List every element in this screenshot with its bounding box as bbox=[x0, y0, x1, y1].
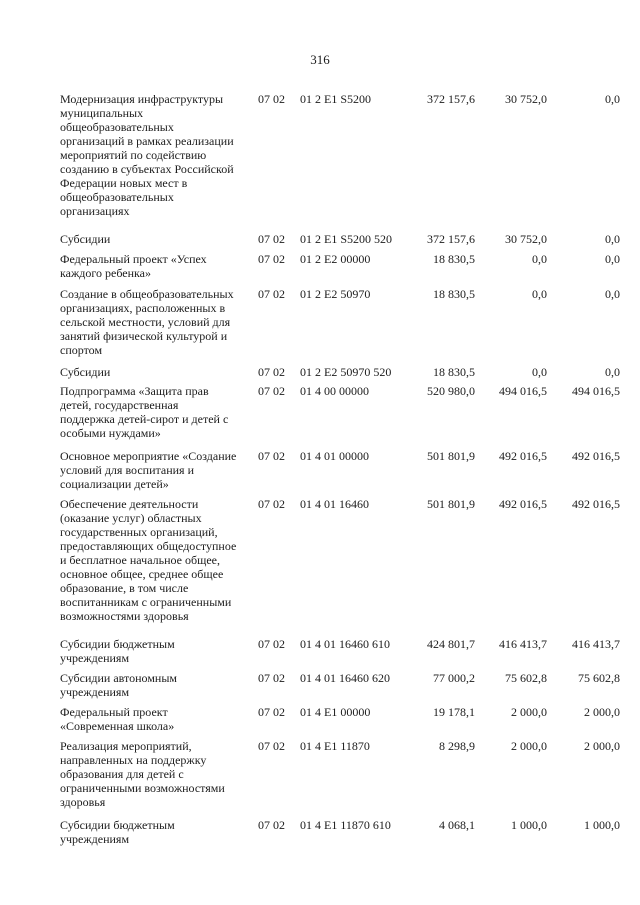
row-value-2: 30 752,0 bbox=[505, 232, 547, 246]
row-section: 07 02 bbox=[258, 637, 285, 651]
row-name: Субсидии бюджетным учреждениям bbox=[60, 637, 175, 665]
row-name: Федеральный проект «Современная школа» bbox=[60, 705, 175, 733]
row-section: 07 02 bbox=[258, 449, 285, 463]
row-section: 07 02 bbox=[258, 497, 285, 511]
row-article: 01 2 E2 50970 520 bbox=[300, 365, 392, 379]
row-value-2: 2 000,0 bbox=[511, 739, 547, 753]
row-value-2: 492 016,5 bbox=[499, 497, 547, 511]
row-value-3: 0,0 bbox=[605, 287, 620, 301]
row-article: 01 2 E1 S5200 bbox=[300, 92, 372, 106]
row-article: 01 4 01 16460 620 bbox=[300, 671, 390, 685]
row-value-1: 18 830,5 bbox=[433, 287, 475, 301]
row-value-2: 492 016,5 bbox=[499, 449, 547, 463]
row-name: Субсидии bbox=[60, 232, 111, 246]
row-article: 01 2 E1 S5200 520 bbox=[300, 232, 393, 246]
row-value-1: 372 157,6 bbox=[427, 232, 475, 246]
row-section: 07 02 bbox=[258, 252, 285, 266]
row-value-1: 8 298,9 bbox=[439, 739, 475, 753]
row-value-1: 501 801,9 bbox=[427, 497, 475, 511]
row-name: Субсидии бюджетным учреждениям bbox=[60, 818, 175, 846]
row-value-1: 18 830,5 bbox=[433, 365, 475, 379]
row-value-3: 494 016,5 bbox=[572, 384, 620, 398]
row-value-1: 520 980,0 bbox=[427, 384, 475, 398]
row-section: 07 02 bbox=[258, 818, 285, 832]
row-section: 07 02 bbox=[258, 705, 285, 719]
row-section: 07 02 bbox=[258, 739, 285, 753]
row-value-1: 19 178,1 bbox=[433, 705, 475, 719]
row-article: 01 4 01 16460 bbox=[300, 497, 369, 511]
row-article: 01 4 01 00000 bbox=[300, 449, 369, 463]
row-article: 01 4 00 00000 bbox=[300, 384, 369, 398]
row-name: Модернизация инфраструктуры муниципальных общеобразовательных организаций в рамках реализации мероприятий по содействию созданию в субъектах Российской Федерации новых мест в общеобразовательных организациях bbox=[60, 92, 234, 218]
row-article: 01 4 E1 00000 bbox=[300, 705, 371, 719]
row-name: Создание в общеобразовательных организациях, расположенных в сельской местности, условий для занятий физической культурой и спортом bbox=[60, 287, 234, 357]
row-value-3: 1 000,0 bbox=[584, 818, 620, 832]
row-value-3: 0,0 bbox=[605, 365, 620, 379]
row-section: 07 02 bbox=[258, 384, 285, 398]
row-value-3: 0,0 bbox=[605, 92, 620, 106]
row-name: Основное мероприятие «Создание условий для воспитания и социализации детей» bbox=[60, 449, 237, 491]
row-value-3: 492 016,5 bbox=[572, 497, 620, 511]
row-name: Подпрограмма «Защита прав детей, государственная поддержка детей-сирот и детей с особыми нуждами» bbox=[60, 384, 229, 440]
row-value-3: 2 000,0 bbox=[584, 705, 620, 719]
row-value-1: 4 068,1 bbox=[439, 818, 475, 832]
row-name: Субсидии bbox=[60, 365, 111, 379]
row-value-3: 416 413,7 bbox=[572, 637, 620, 651]
row-value-3: 75 602,8 bbox=[578, 671, 620, 685]
row-value-2: 0,0 bbox=[532, 287, 547, 301]
row-article: 01 4 E1 11870 bbox=[300, 739, 370, 753]
row-value-3: 492 016,5 bbox=[572, 449, 620, 463]
row-name: Субсидии автономным учреждениям bbox=[60, 671, 177, 699]
row-value-1: 372 157,6 bbox=[427, 92, 475, 106]
row-article: 01 2 E2 00000 bbox=[300, 252, 371, 266]
row-value-2: 30 752,0 bbox=[505, 92, 547, 106]
row-value-2: 416 413,7 bbox=[499, 637, 547, 651]
row-value-2: 0,0 bbox=[532, 365, 547, 379]
row-section: 07 02 bbox=[258, 92, 285, 106]
page-number: 316 bbox=[310, 52, 330, 67]
row-value-2: 75 602,8 bbox=[505, 671, 547, 685]
row-value-2: 2 000,0 bbox=[511, 705, 547, 719]
row-value-1: 77 000,2 bbox=[433, 671, 475, 685]
row-name: Обеспечение деятельности (оказание услуг) областных государственных организаций, предоставляющих общедоступное и бесплатное начальное общее, основное общее, среднее общее образование, в том числе воспитанникам с ограниченными возможностями здоровья bbox=[60, 497, 237, 623]
row-value-3: 2 000,0 bbox=[584, 739, 620, 753]
row-value-2: 1 000,0 bbox=[511, 818, 547, 832]
row-article: 01 2 E2 50970 bbox=[300, 287, 371, 301]
row-value-1: 18 830,5 bbox=[433, 252, 475, 266]
row-section: 07 02 bbox=[258, 365, 285, 379]
row-article: 01 4 E1 11870 610 bbox=[300, 818, 391, 832]
row-value-1: 424 801,7 bbox=[427, 637, 475, 651]
row-value-3: 0,0 bbox=[605, 252, 620, 266]
row-article: 01 4 01 16460 610 bbox=[300, 637, 390, 651]
row-value-1: 501 801,9 bbox=[427, 449, 475, 463]
row-value-2: 0,0 bbox=[532, 252, 547, 266]
row-value-3: 0,0 bbox=[605, 232, 620, 246]
row-section: 07 02 bbox=[258, 287, 285, 301]
row-section: 07 02 bbox=[258, 232, 285, 246]
row-section: 07 02 bbox=[258, 671, 285, 685]
row-name: Реализация мероприятий, направленных на поддержку образования для детей с ограниченными возможностями здоровья bbox=[60, 739, 225, 809]
row-name: Федеральный проект «Успех каждого ребенка» bbox=[60, 252, 207, 280]
row-value-2: 494 016,5 bbox=[499, 384, 547, 398]
